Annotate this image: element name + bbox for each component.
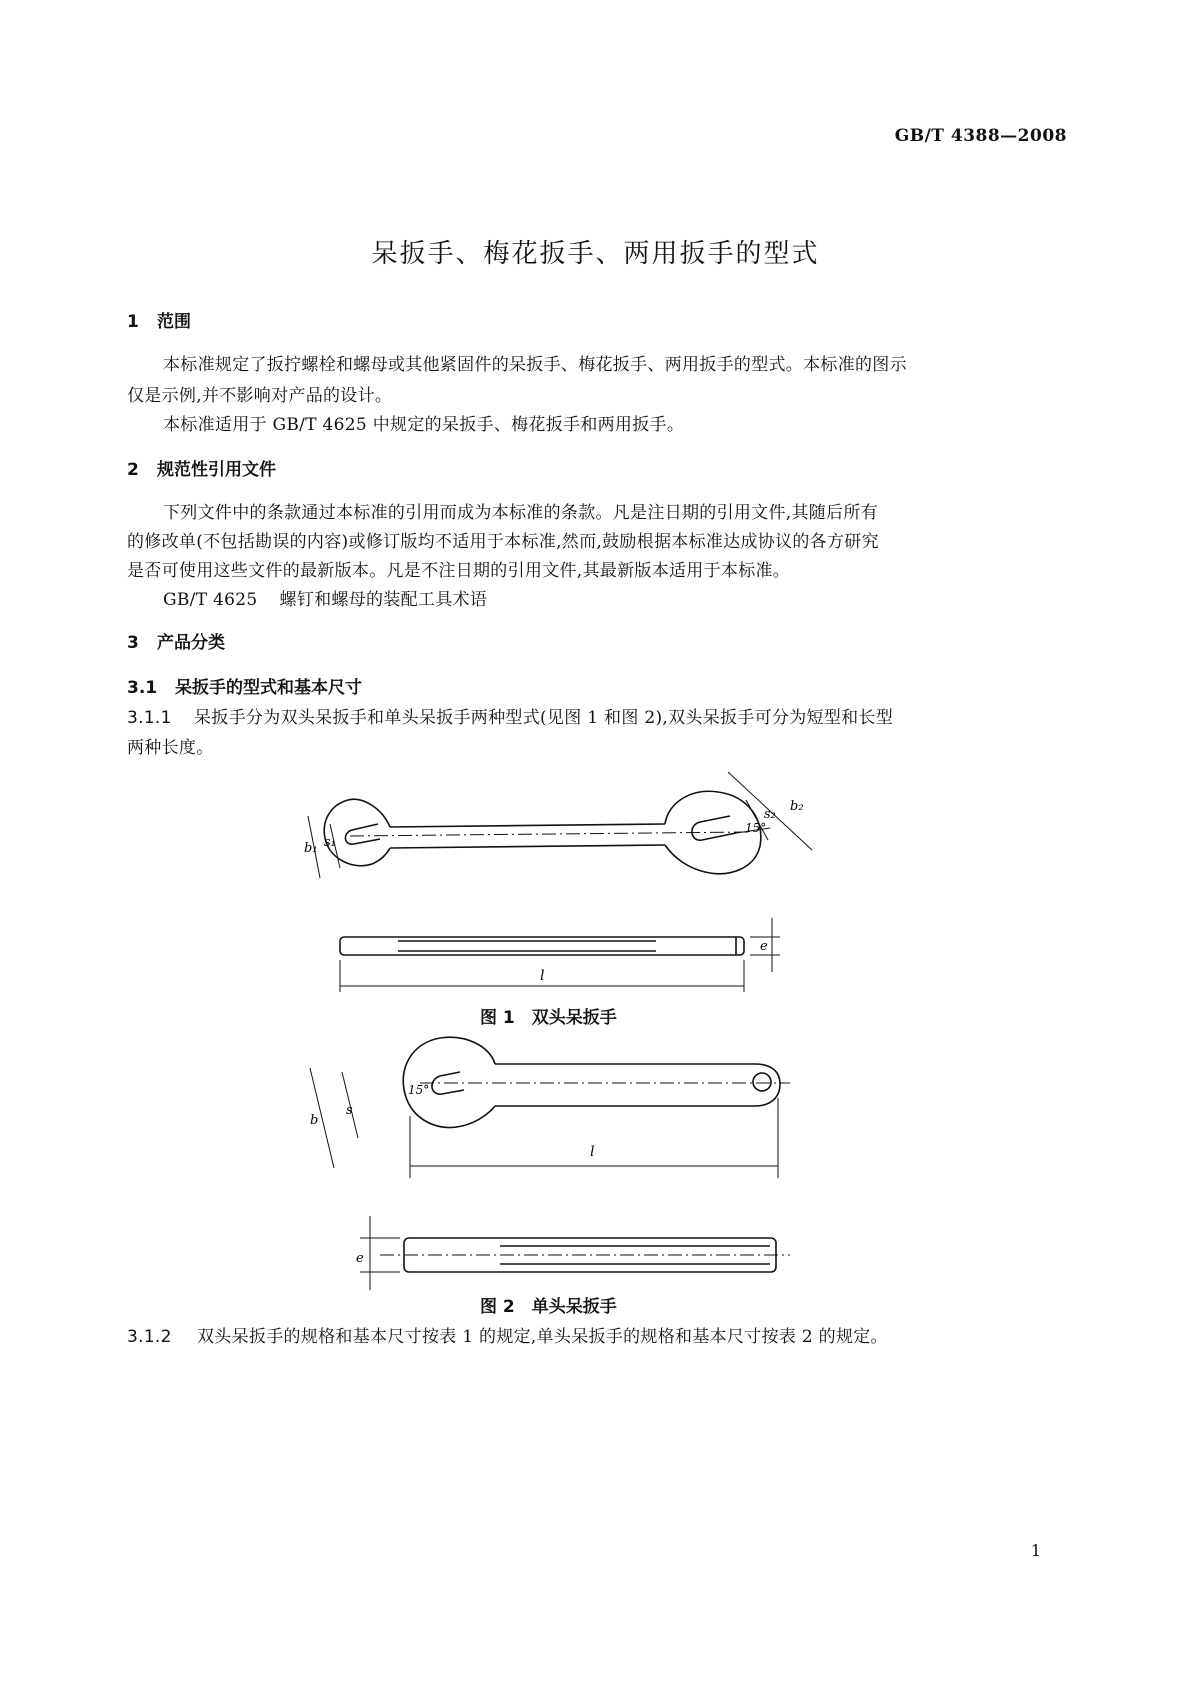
clause-text: 双头呆扳手的规格和基本尺寸按表 1 的规定,单头呆扳手的规格和基本尺寸按表 2 的规定。 bbox=[197, 1327, 888, 1347]
double-open-end-wrench-side-view bbox=[340, 937, 744, 955]
label-s: s bbox=[346, 1103, 353, 1118]
label-s2: s₂ bbox=[764, 807, 776, 822]
section-2-heading bbox=[127, 455, 276, 480]
clause-3-1-1 bbox=[127, 703, 893, 728]
section-number: 2 bbox=[127, 460, 139, 480]
section-title: 规范性引用文件 bbox=[157, 460, 276, 480]
label-e: e bbox=[356, 1251, 364, 1266]
figure-2-side-dimensions bbox=[360, 1216, 400, 1290]
double-open-end-wrench-top-view bbox=[324, 791, 761, 873]
reference-title: 螺钉和螺母的装配工具术语 bbox=[279, 590, 488, 610]
figure-2-dimension-lines bbox=[310, 1068, 778, 1178]
clause-number: 3.1.2 bbox=[127, 1327, 172, 1347]
clause-text: 呆扳手分为双头呆扳手和单头呆扳手两种型式(见图 1 和图 2),双头呆扳手可分为短型和长型 bbox=[194, 708, 894, 728]
section-title: 产品分类 bbox=[157, 633, 225, 653]
standard-code: GB/T 4388—2008 bbox=[894, 126, 1067, 146]
single-open-end-wrench-top-view bbox=[403, 1037, 790, 1127]
section-3-heading bbox=[127, 628, 225, 653]
subsection-3-1-heading bbox=[127, 673, 362, 698]
clause-3-1-2 bbox=[127, 1322, 888, 1347]
label-l: l bbox=[590, 1144, 595, 1160]
figure-2-drawing bbox=[300, 1028, 800, 1293]
label-b2: b₂ bbox=[790, 799, 804, 814]
paragraph-line: 的修改单(不包括勘误的内容)或修订版均不适用于本标准,然而,鼓励根据本标准达成协议的各方研究 bbox=[127, 532, 879, 552]
clause-number: 3.1.1 bbox=[127, 708, 172, 728]
label-e: e bbox=[760, 939, 768, 954]
paragraph-line: 本标准规定了扳拧螺栓和螺母或其他紧固件的呆扳手、梅花扳手、两用扳手的型式。本标准的图示 bbox=[163, 355, 907, 375]
document-title: 呆扳手、梅花扳手、两用扳手的型式 bbox=[371, 239, 820, 269]
paragraph-line: 两种长度。 bbox=[127, 738, 214, 758]
paragraph-line: 是否可使用这些文件的最新版本。凡是不注日期的引用文件,其最新版本适用于本标准。 bbox=[127, 561, 791, 581]
paragraph-line: 本标准适用于 GB/T 4625 中规定的呆扳手、梅花扳手和两用扳手。 bbox=[163, 415, 685, 435]
label-angle: 15° bbox=[745, 821, 767, 835]
subsection-title: 呆扳手的型式和基本尺寸 bbox=[175, 678, 362, 698]
single-open-end-wrench-side-view bbox=[380, 1238, 790, 1272]
label-l: l bbox=[540, 968, 545, 984]
label-b1: b₁ bbox=[304, 841, 318, 856]
section-number: 3 bbox=[127, 633, 139, 653]
reference-item bbox=[163, 585, 487, 610]
section-title: 范围 bbox=[157, 312, 191, 332]
figure-1-caption: 图 1 双头呆扳手 bbox=[480, 1008, 617, 1028]
page-number: 1 bbox=[1030, 1541, 1041, 1560]
figure-2-caption: 图 2 单头呆扳手 bbox=[480, 1297, 617, 1317]
section-number: 1 bbox=[127, 312, 139, 332]
label-s1: s₁ bbox=[324, 835, 336, 850]
subsection-number: 3.1 bbox=[127, 678, 158, 698]
figure-1-drawing bbox=[290, 760, 820, 1000]
label-b: b bbox=[310, 1113, 319, 1128]
paragraph-line: 下列文件中的条款通过本标准的引用而成为本标准的条款。凡是注日期的引用文件,其随后所有 bbox=[163, 503, 879, 523]
label-angle: 15° bbox=[408, 1083, 430, 1097]
reference-code: GB/T 4625 bbox=[163, 590, 258, 610]
section-1-heading bbox=[127, 307, 191, 332]
paragraph-line: 仅是示例,并不影响对产品的设计。 bbox=[127, 386, 393, 406]
